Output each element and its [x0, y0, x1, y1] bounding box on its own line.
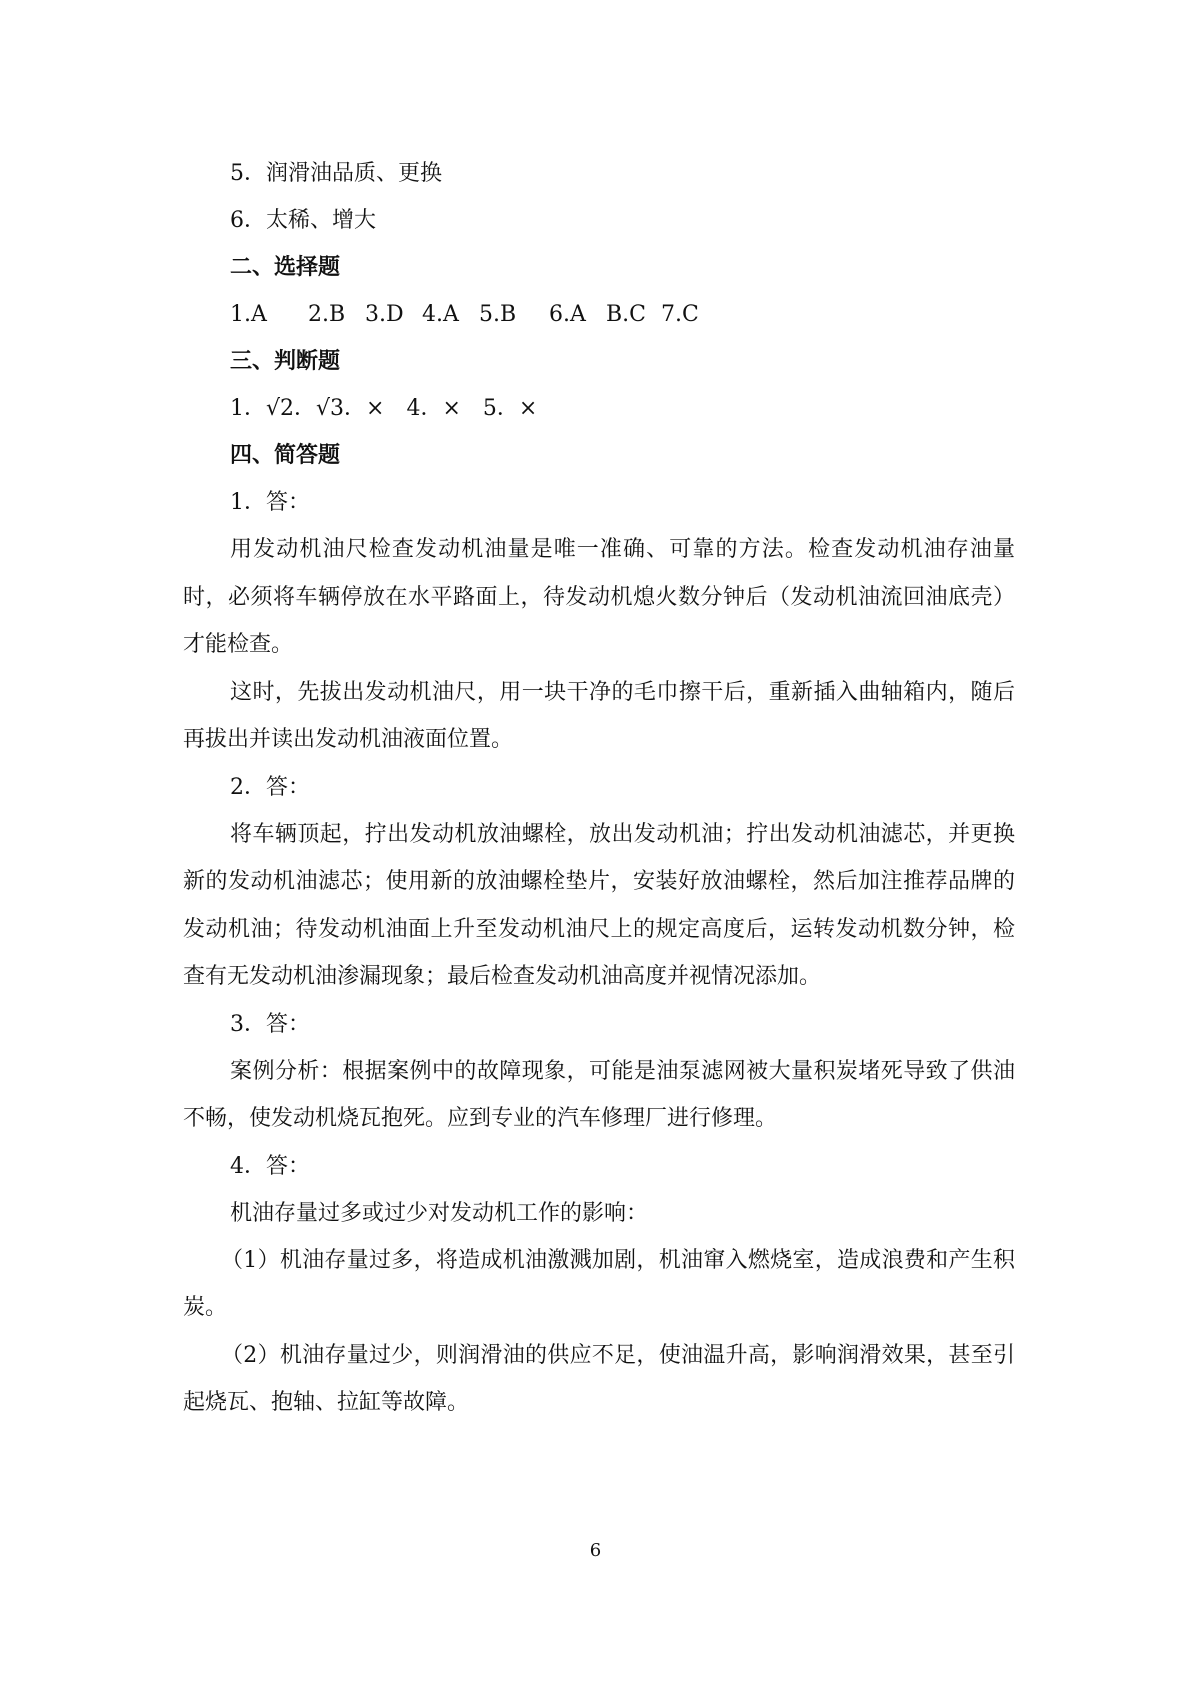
question-3-paragraph: 案例分析：根据案例中的故障现象，可能是油泵滤网被大量积炭堵死导致了供油不畅，使发动机烧瓦抱死。应到专业的汽车修理厂进行修理。 — [183, 1058, 1015, 1131]
question-4-item-1: （1）机油存量过多，将造成机油激溅加剧，机油窜入燃烧室，造成浪费和产生积炭。 — [183, 1247, 1015, 1320]
question-1-label: 1．答： — [230, 490, 310, 515]
fill-answer-6: 6．太稀、增大 — [230, 208, 376, 233]
choice-answers — [183, 291, 1015, 338]
judgment-answers: 1．√2．√3．× 4．× 5．× — [230, 396, 538, 421]
question-1-paragraph-2: 这时，先拔出发动机油尺，用一块干净的毛巾擦干后，重新插入曲轴箱内，随后再拔出并读出发动机油液面位置。 — [183, 679, 1015, 752]
question-4-intro: 机油存量过多或过少对发动机工作的影响： — [230, 1200, 649, 1226]
answer-content — [183, 150, 1015, 1427]
choice-answer: 6.A — [549, 302, 586, 327]
question-4-label: 4．答： — [230, 1153, 310, 1179]
choice-answer: B.C — [606, 302, 646, 327]
section-heading-judgment: 三、判断题 — [230, 348, 341, 374]
choice-answer: 4.A — [422, 302, 459, 327]
section-heading-choice: 二、选择题 — [230, 254, 341, 280]
fill-answer-5: 5．润滑油品质、更换 — [230, 161, 442, 186]
question-1-paragraph-1: 用发动机油尺检查发动机油量是唯一准确、可靠的方法。检查发动机油存油量时，必须将车辆停放在水平路面上，待发动机熄火数分钟后（发动机油流回油底壳）才能检查。 — [183, 537, 1015, 657]
question-4-item-2: （2）机油存量过少，则润滑油的供应不足，使油温升高，影响润滑效果，甚至引起烧瓦、抱轴、拉缸等故障。 — [183, 1342, 1015, 1415]
question-2-paragraph: 将车辆顶起，拧出发动机放油螺栓，放出发动机油；拧出发动机油滤芯，并更换新的发动机油滤芯；使用新的放油螺栓垫片，安装好放油螺栓，然后加注推荐品牌的发动机油；待发动机油面上升至发动机油尺上的规定高度后，运转发动机数分钟，检查有无发动机油渗漏现象；最后检查发动机油高度并视情况添加。 — [183, 821, 1015, 989]
page-number: 6 — [589, 1540, 602, 1561]
section-heading-short-answer: 四、简答题 — [230, 442, 341, 468]
question-2-label: 2．答： — [230, 774, 310, 800]
question-3-label: 3．答： — [230, 1011, 310, 1037]
choice-answer: 2.B — [308, 302, 346, 327]
choice-answer: 1.A — [230, 302, 267, 327]
choice-answer: 3.D — [365, 302, 404, 327]
choice-answer: 7.C — [661, 302, 699, 327]
choice-answer: 5.B — [479, 302, 517, 327]
